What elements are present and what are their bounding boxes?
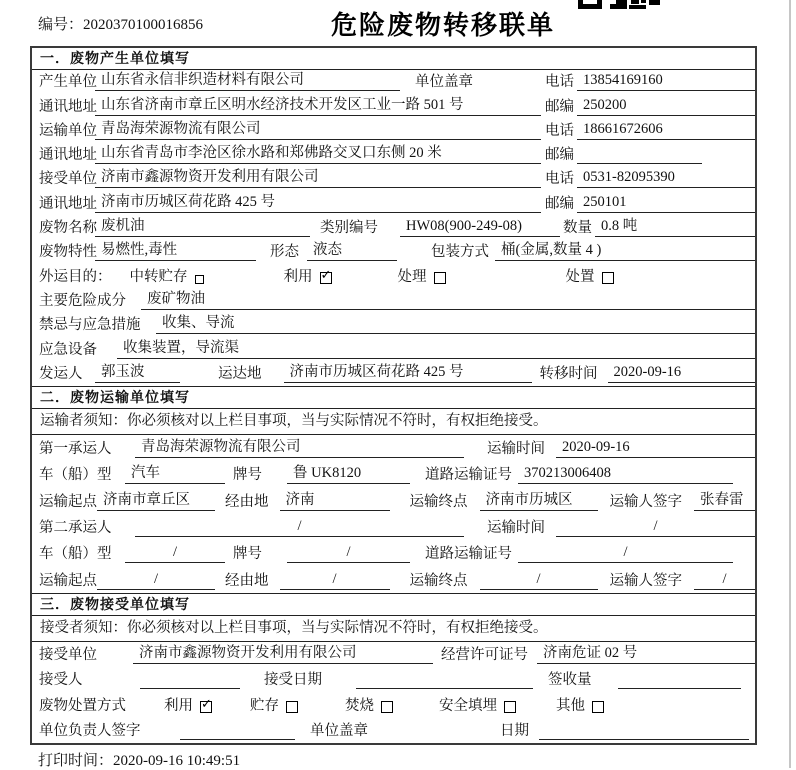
responsible-signature-value: [180, 738, 295, 740]
purpose-option-storage: [130, 265, 204, 286]
vehicle-type-label: 车（船）型: [39, 546, 112, 563]
phone-label: 电话: [545, 122, 574, 139]
business-license-value: 济南危证 02 号: [537, 641, 755, 664]
second-carrier-value: /: [135, 518, 464, 537]
row-first-carrier: [32, 435, 755, 461]
waste-name-value: 废机油: [95, 214, 310, 237]
packing-value: 桶(金属,数量 4 ): [495, 238, 755, 261]
transfer-time-label: 转移时间: [539, 365, 598, 382]
route-via-value-2: /: [280, 571, 390, 590]
checkbox: [434, 272, 446, 284]
route-start-value: 济南市章丘区: [97, 488, 215, 511]
purpose-option-treat: [398, 265, 446, 286]
address-label: 通讯地址: [39, 147, 97, 164]
emergency-measures-value: 收集、导流: [156, 311, 755, 334]
row-route-1: [32, 487, 755, 513]
checkbox: [286, 701, 298, 713]
road-license-value-2: /: [518, 544, 733, 563]
purpose-option-utilize: [284, 265, 332, 286]
waste-properties-value: 易燃性,毒性: [95, 238, 256, 261]
row-acceptor: [32, 667, 755, 692]
checkbox-label: 中转贮存: [129, 268, 188, 285]
checkbox-checked: [200, 701, 212, 713]
checkbox-checked: [320, 272, 332, 284]
phone-label: 电话: [545, 74, 574, 91]
row-transporter: [32, 119, 755, 143]
transporter-address-value: 山东省青岛市李沧区徐水路和郑佛路交叉口东侧 20 米: [95, 141, 541, 164]
producer-phone-value: 13854169160: [577, 72, 755, 91]
accept-date-value: [356, 687, 533, 689]
address-label: 通讯地址: [39, 195, 97, 212]
checkbox-label: 处理: [397, 268, 427, 285]
received-quantity-value: [618, 687, 741, 689]
form-state-label: 形态: [270, 244, 299, 261]
page-right-edge: [789, 0, 791, 768]
producer-value: 山东省永信非织造材料有限公司: [95, 68, 400, 91]
row-emergency-equipment: [32, 337, 755, 361]
row-receiving-unit: [32, 642, 755, 667]
transport-notice: 运输者须知：你必须核对以上栏目事项，当与实际情况不符时，有权拒绝接受。: [32, 409, 755, 435]
received-quantity-label: 签收量: [548, 672, 592, 689]
route-end-value: 济南市历城区: [480, 488, 598, 511]
row-waste-properties: [32, 240, 755, 264]
checkbox-label: 贮存: [250, 697, 279, 714]
category-code-value: HW08(900-249-08): [400, 218, 560, 237]
producer-zip-value: 250200: [577, 97, 755, 116]
transporter-label: 运输单位: [39, 122, 97, 139]
plate-number-value: 鲁 UK8120: [287, 461, 410, 484]
hazard-components-value: 废矿物油: [141, 287, 755, 310]
receiver-zip-value: 250101: [577, 194, 755, 213]
road-license-label: 道路运输证号: [425, 546, 512, 563]
packing-label: 包装方式: [431, 244, 489, 261]
producer-label: 产生单位: [39, 74, 97, 91]
quantity-label: 数量: [563, 220, 592, 237]
receiver-address-value: 济南市历城区荷花路 425 号: [95, 190, 541, 213]
row-waste-name: [32, 216, 755, 240]
quantity-value: 0.8 吨: [595, 214, 755, 237]
carrier-signature-value: 张春雷: [694, 488, 755, 511]
disposal-option-utilize: [164, 694, 212, 715]
vehicle-type-label: 车（船）型: [39, 467, 112, 484]
row-disposal-method: [32, 692, 755, 717]
transfer-purpose-label: 外运目的：: [39, 268, 112, 285]
receiver-value: 济南市鑫源物资开发利用有限公司: [95, 165, 541, 188]
plate-number-value-2: /: [287, 544, 410, 563]
route-start-value-2: /: [97, 571, 215, 590]
transporter-phone-value: 18661672606: [577, 121, 755, 140]
row-producer: [32, 70, 755, 94]
first-carrier-label: 第一承运人: [39, 441, 112, 458]
route-start-label: 运输起点: [39, 493, 97, 510]
emergency-measures-label: 禁忌与应急措施: [39, 317, 141, 334]
checkbox-label: 焚烧: [345, 697, 374, 714]
zip-label: 邮编: [545, 195, 574, 212]
row-transporter-address: [32, 143, 755, 167]
receiving-unit-value: 济南市鑫源物资开发利用有限公司: [133, 641, 433, 664]
checkbox: [592, 701, 604, 713]
plate-number-label: 牌号: [233, 467, 262, 484]
route-via-label: 经由地: [225, 493, 269, 510]
plate-number-label: 牌号: [233, 546, 262, 563]
qr-code-partial: [578, 0, 660, 9]
receiver-label: 接受单位: [39, 171, 97, 188]
section-producer: [32, 48, 755, 386]
checkbox: [381, 701, 393, 713]
transporter-value: 青岛海荣源物流有限公司: [95, 117, 541, 140]
print-time: [38, 749, 240, 770]
transporter-zip-value: [577, 162, 702, 164]
checkbox-label: 处置: [565, 268, 595, 285]
section-transport-header: 二．废物运输单位填写: [32, 387, 755, 409]
section-receiver-header: 三．废物接受单位填写: [32, 594, 755, 616]
disposal-option-incinerate: [345, 694, 393, 715]
date-label: 日期: [500, 722, 529, 739]
route-via-value: 济南: [280, 488, 390, 511]
waste-properties-label: 废物特性: [39, 244, 97, 261]
transfer-time-value: 2020-09-16: [608, 364, 756, 383]
disposal-method-label: 废物处置方式: [39, 697, 126, 714]
road-license-value: 370213006408: [518, 465, 733, 484]
row-route-2: [32, 566, 755, 592]
receiver-notice: 接受者须知：你必须核对以上栏目事项，当与实际情况不符时，有权拒绝接受。: [32, 616, 755, 642]
acceptor-value: [140, 687, 240, 689]
responsible-signature-label: 单位负责人签字: [39, 722, 141, 739]
page-title: 危险废物转移联单: [330, 10, 556, 40]
producer-address-value: 山东省济南市章丘区明水经济技术开发区工业一路 501 号: [95, 93, 541, 116]
acceptor-label: 接受人: [39, 672, 83, 689]
carrier-signature-value-2: /: [694, 571, 755, 590]
purpose-option-dispose: [566, 265, 614, 286]
section-transport: [32, 386, 755, 593]
category-code-label: 类别编号: [320, 220, 378, 237]
business-license-label: 经营许可证号: [441, 646, 528, 663]
destination-label: 运达地: [218, 365, 262, 382]
disposal-option-store: [250, 694, 298, 715]
row-producer-address: [32, 94, 755, 118]
section-producer-header: 一．废物产生单位填写: [32, 48, 755, 70]
print-time-value: 2020-09-16 10:49:51: [113, 753, 241, 769]
row-hazard-components: [32, 289, 755, 313]
zip-label: 邮编: [545, 147, 574, 164]
row-transfer-purpose: [32, 264, 755, 288]
unit-seal-label: 单位盖章: [415, 74, 473, 91]
route-via-label: 经由地: [225, 572, 269, 589]
checkbox-label: 安全填埋: [439, 697, 497, 714]
print-time-label: 打印时间：: [38, 753, 114, 769]
vehicle-type-value-2: /: [125, 544, 225, 563]
second-carrier-label: 第二承运人: [39, 520, 112, 537]
unit-seal-label: 单位盖章: [310, 722, 368, 739]
disposal-option-other: [556, 694, 604, 715]
row-receiver: [32, 167, 755, 191]
accept-date-label: 接受日期: [264, 672, 322, 689]
section-receiver: [32, 593, 755, 743]
first-carrier-value: 青岛海荣源物流有限公司: [135, 435, 464, 458]
row-receiver-address: [32, 191, 755, 215]
row-dispatch: [32, 362, 755, 386]
row-responsible-signature: [32, 718, 755, 743]
doc-number-value: 2020370100016856: [83, 17, 204, 33]
carrier-signature-label: 运输人签字: [609, 493, 682, 510]
row-vehicle-2: [32, 540, 755, 566]
doc-number: [38, 13, 203, 34]
dispatcher-value: 郭玉波: [95, 360, 180, 383]
checkbox: [602, 272, 614, 284]
emergency-equipment-label: 应急设备: [39, 341, 97, 358]
checkbox-label: 其他: [556, 697, 585, 714]
disposal-option-landfill: [439, 694, 516, 715]
checkbox: [504, 701, 516, 713]
form-state-value: 液态: [307, 238, 397, 261]
transport-time-label: 运输时间: [487, 441, 545, 458]
emergency-equipment-value: 收集装置，导流渠: [117, 336, 755, 359]
transport-time-value-2: /: [556, 518, 755, 537]
route-start-label: 运输起点: [39, 572, 97, 589]
route-end-label: 运输终点: [409, 572, 468, 589]
checkbox-label: 利用: [164, 697, 193, 714]
route-end-label: 运输终点: [409, 493, 468, 510]
doc-number-label: 编号：: [38, 17, 84, 33]
date-value: [539, 738, 749, 740]
receiver-phone-value: 0531-82095390: [577, 169, 755, 188]
carrier-signature-label: 运输人签字: [609, 572, 682, 589]
address-label: 通讯地址: [39, 98, 97, 115]
checkbox-label: 利用: [283, 268, 313, 285]
hazard-components-label: 主要危险成分: [39, 292, 126, 309]
row-vehicle-1: [32, 461, 755, 487]
dispatcher-label: 发运人: [39, 365, 83, 382]
row-emergency-measures: [32, 313, 755, 337]
road-license-label: 道路运输证号: [425, 467, 512, 484]
manifest-form: [30, 46, 757, 745]
row-second-carrier: [32, 514, 755, 540]
zip-label: 邮编: [545, 98, 574, 115]
vehicle-type-value: 汽车: [125, 461, 225, 484]
waste-name-label: 废物名称: [39, 220, 97, 237]
receiving-unit-label: 接受单位: [39, 646, 97, 663]
phone-label: 电话: [545, 171, 574, 188]
destination-value: 济南市历城区荷花路 425 号: [284, 360, 532, 383]
transport-time-value: 2020-09-16: [556, 439, 755, 458]
transport-time-label: 运输时间: [487, 520, 545, 537]
route-end-value-2: /: [480, 571, 598, 590]
checkbox: [195, 275, 204, 284]
